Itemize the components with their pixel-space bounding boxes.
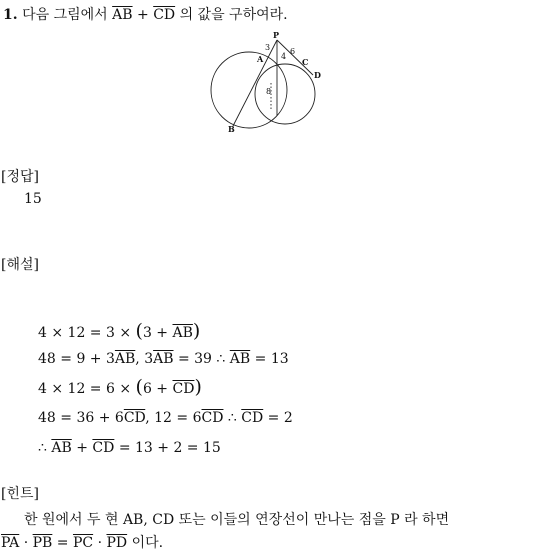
length-pc: 6: [290, 47, 296, 56]
label-b: B: [228, 124, 235, 134]
segment-pd: $\overline{PD}$: [106, 535, 128, 551]
problem-prefix: 다음 그림에서: [22, 7, 108, 23]
solution-heading: [해설]: [1, 257, 39, 273]
small-circle: [255, 64, 315, 124]
segment-ab: $\overline{AB}$: [153, 351, 174, 367]
label-a: A: [257, 54, 264, 64]
segment-ab: $\overline{AB}$: [114, 351, 136, 367]
label-p: P: [273, 30, 280, 40]
length-chord: 8: [266, 87, 272, 96]
segment-ab: $\overline{AB}$: [229, 351, 251, 367]
solution-line-1: $4 \times 12 = 3 \times (3 + \overline{AB})$: [38, 320, 201, 342]
segment-cd: $\overline{CD}$: [241, 410, 264, 426]
solution-line-5: ∴ $\overline{AB} + \overline{CD} = 13 + 2 = 15$: [38, 440, 221, 456]
solution-line-4: $48 = 36 + 6\overline{CD}$, $12 = 6\overline{CD}$ ∴ $\overline{CD} = 2$: [38, 410, 293, 426]
problem-statement: [3, 4, 288, 24]
hint-heading: [힌트]: [1, 486, 39, 502]
paren-close: ): [194, 376, 202, 398]
segment-ab: $\overline{AB}$: [112, 7, 133, 23]
segment-cd: $\overline{CD}$: [172, 381, 195, 397]
large-circle: [211, 52, 287, 128]
label-d: D: [314, 70, 321, 80]
segment-cd: $\overline{CD}$: [92, 440, 115, 456]
paren-close: ): [192, 320, 201, 342]
segment-ab: $\overline{AB}$: [172, 325, 193, 341]
length-pa: 3: [265, 43, 271, 52]
geometry-figure: [0, 28, 533, 178]
length-inner: 4: [281, 52, 287, 61]
segment-pa: $\overline{PA}$: [1, 535, 20, 551]
plus-sign: +: [137, 7, 149, 23]
hint-line-2: $\overline{PA} \cdot \overline{PB} = \overline{PC} \cdot \overline{PD}$ 이다.: [1, 535, 164, 551]
solution-line-3: $4 \times 12 = 6 \times (6 + \overline{CD})$: [38, 376, 202, 398]
label-c: C: [302, 57, 309, 67]
segment-pb: $\overline{PB}$: [32, 535, 53, 551]
solution-line-2: $48 = 9 + 3\overline{AB}$, $3\overline{AB} = 39$ ∴ $\overline{AB} = 13$: [38, 351, 289, 367]
paren-open: (: [135, 320, 143, 342]
hint-line-1: 한 원에서 두 현 AB, CD 또는 이들의 연장선이 만나는 점을 P 라 하면: [24, 512, 450, 528]
segment-cd: $\overline{CD}$: [201, 410, 224, 426]
problem-number: 1.: [3, 7, 18, 23]
segment-ab: $\overline{AB}$: [51, 440, 72, 456]
problem-suffix: 의 값을 구하여라.: [179, 7, 288, 23]
answer-heading: [정답]: [1, 169, 39, 185]
paren-open: (: [135, 376, 143, 398]
segment-pc: $\overline{PC}$: [72, 535, 94, 551]
segment-cd: $\overline{CD}$: [153, 7, 176, 23]
answer-value: 15: [24, 191, 42, 207]
segment-cd: $\overline{CD}$: [123, 410, 146, 426]
